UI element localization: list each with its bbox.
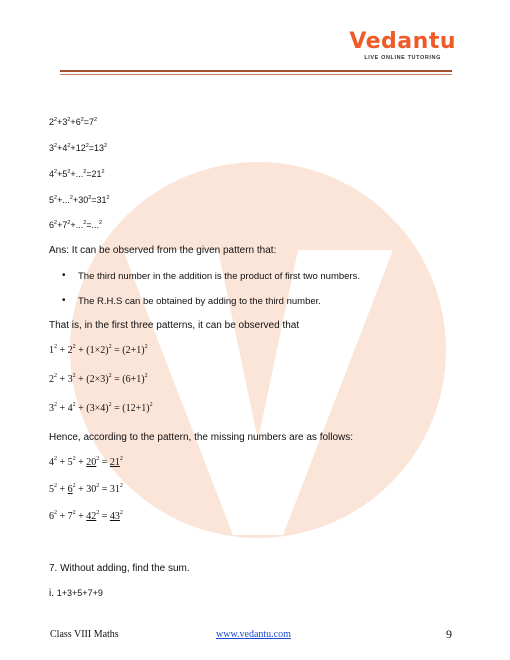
- pattern-line-5: $6^2+7^2+...^2=...^2$: [49, 220, 103, 230]
- vedantu-logo: [349, 30, 456, 61]
- answer-intro: Ans: It can be observed from the given pattern that:: [49, 245, 277, 256]
- page-number: 9: [446, 627, 452, 641]
- hence-text: Hence, according to the pattern, the missing numbers are as follows:: [49, 432, 354, 443]
- logo-tagline: LIVE ONLINE TUTORING: [364, 55, 441, 61]
- logo-wordmark: Vedantu: [349, 29, 456, 54]
- header-rule-thin: [60, 74, 452, 75]
- footer-class-name: Class VIII Maths: [50, 629, 119, 640]
- bullet-1: The third number in the addition is the product of first two numbers.: [78, 271, 360, 282]
- pattern-line-2: $3^2+4^2+12^2=13^2$: [49, 143, 108, 153]
- bullet-2-marker: •: [62, 295, 66, 306]
- header-rule: [60, 70, 452, 72]
- missing-line-1: $4^2 + 5^2 + 20^2 = 21^2$: [49, 456, 123, 468]
- bullet-2: The R.H.S can be obtained by adding to the third number.: [78, 296, 321, 307]
- derivation-2: $2^2 + 3^2 + (2\times 3)^2 = (6+1)^2$: [49, 373, 148, 385]
- that-is-text: That is, in the first three patterns, it can be observed that: [49, 320, 300, 331]
- missing-line-3: $6^2 + 7^2 + 42^2 = 43^2$: [49, 510, 123, 522]
- derivation-1: $1^2 + 2^2 + (1\times 2)^2 = (2+1)^2$: [49, 344, 148, 356]
- sub-question-i: i. 1+3+5+7+9: [49, 588, 103, 599]
- derivation-3: $3^2 + 4^2 + (3\times 4)^2 = (12+1)^2$: [49, 402, 153, 414]
- footer-website-link[interactable]: www.vedantu.com: [216, 629, 291, 640]
- pattern-line-4: $5^2+...^2+30^2=31^2$: [49, 195, 110, 205]
- pattern-line-3: $4^2+5^2+...^2=21^2$: [49, 169, 105, 179]
- bullet-1-marker: •: [62, 270, 66, 281]
- pattern-line-1: $2^2+3^2+6^2=7^2$: [49, 117, 98, 127]
- missing-line-2: $5^2 + 6^2 + 30^2 = 31^2$: [49, 483, 123, 495]
- question-7: 7. Without adding, find the sum.: [49, 563, 190, 574]
